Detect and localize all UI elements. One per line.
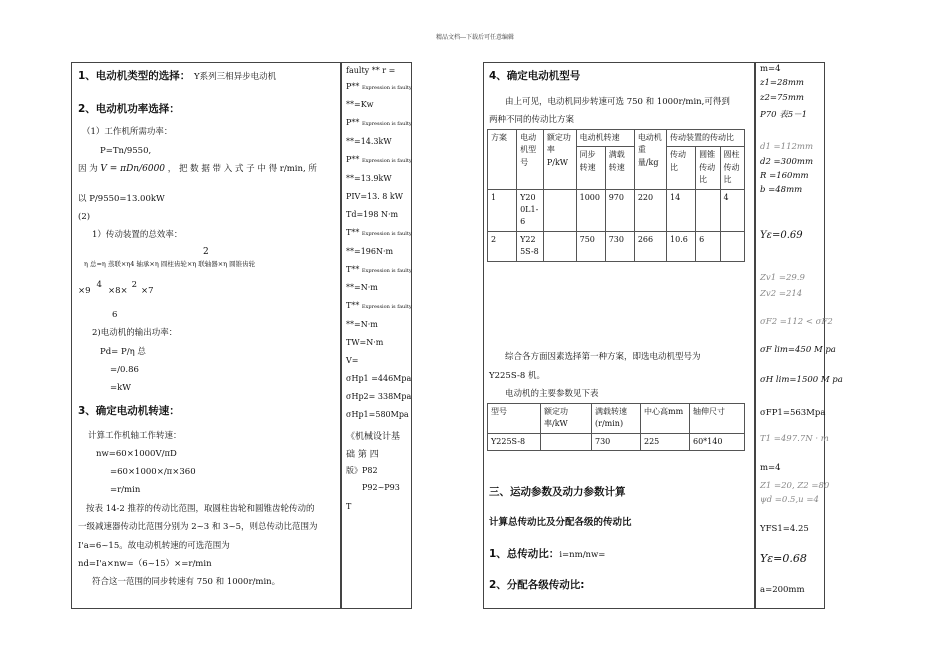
mid-t3-val: **=N·m — [346, 320, 378, 329]
mid-ref-4: P92~P93 — [362, 483, 400, 492]
side-sigma-flim: σF lim=450 M pa — [760, 345, 836, 355]
nw-formula: nw=60×1000V/πD — [96, 449, 177, 459]
mid-p1: P** Expression is faulty — [346, 82, 412, 91]
mid-p2-val: **=14.3kW — [346, 137, 392, 146]
eta-formula: η 总=η 蒸联×η4 轴承×η 圆柱齿轮×η 联轴器×η 圆锥齿轮 — [84, 260, 256, 268]
total-ratio: 1、总传动比：i=nm/nw= — [489, 548, 606, 560]
choice-para-2: Y225S-8 机。 — [489, 371, 545, 381]
th-shaft-size: 轴伸尺寸 — [690, 404, 745, 434]
stage-ratio: 2、分配各级传动比: — [489, 579, 585, 591]
motor-params-table — [487, 403, 745, 451]
th-sync-speed: 同步转速 — [576, 147, 605, 189]
mid-p3: P** Expression is faulty — [346, 155, 412, 164]
side-sigma-f2: σF2 =112 < σF2 — [760, 317, 833, 327]
side-z1: z1=28mm — [760, 78, 804, 88]
side-d1: d1 =112mm — [760, 142, 814, 152]
side-d2: d2 =300mm — [760, 157, 814, 167]
mid-v: V= — [346, 356, 359, 365]
side-y-eps-2: Yε=0.68 — [760, 552, 807, 565]
side-t1: T1 =497.7N · m — [760, 434, 829, 444]
ratio-para-3: I'a=6~15。故电动机转速的可选范围为 — [78, 541, 230, 551]
side-zv1: Zv1 =29.9 — [760, 273, 805, 283]
side-psi: ψd =0.5,u =4 — [760, 495, 819, 505]
eta-result: 6 — [112, 310, 118, 320]
ratio-para-2: 一级减速器传动比范围分别为 2~3 和 3~5，则总传动比范围为 — [78, 522, 318, 532]
side-b: b =48mm — [760, 185, 803, 195]
pd-formula: Pd= P/η 总 — [100, 347, 146, 357]
work-power-label: （1）工作机所需功率： — [82, 127, 173, 137]
section-motor-power: 2、电动机功率选择： — [78, 103, 180, 115]
th-cone-ratio: 圆锥传动比 — [696, 147, 720, 189]
th-cyl-ratio: 圆柱传动比 — [720, 147, 744, 189]
mid-p1-val: **=Kw — [346, 100, 374, 109]
mid-sigma-hp2: σHp2= 338Mpa — [346, 392, 412, 401]
speed-calc-label: 计算工作机轴工作转速： — [88, 431, 182, 441]
mid-ref-1: 《机械设计基 — [346, 432, 401, 442]
side-sigma-hlim: σH lim=1500 M pa — [760, 375, 843, 385]
mid-sigma-hp1: σHp1 =446Mpa — [346, 374, 412, 383]
th-ratio: 传动装置的传动比 — [667, 130, 745, 147]
th-rated-power: 额定功率/kW — [541, 404, 592, 434]
efficiency-label: 1）传动装置的总效率： — [92, 230, 183, 240]
motor-type-value: Y系列三相异步电动机 — [193, 72, 277, 82]
page-header: 精品文档---下载后可任意编辑 — [435, 34, 515, 41]
sync-speed-note: 符合这一范围的同步转速有 750 和 1000r/min。 — [92, 577, 281, 587]
mid-t1-val: **=196N·m — [346, 247, 394, 256]
th-total-ratio: 传动比 — [667, 147, 696, 189]
side-zv2: Zv2 =214 — [760, 289, 803, 299]
mid-p2: P** Expression is faulty — [346, 118, 412, 127]
side-z-values: Z1 =20, Z2 =80 — [760, 481, 830, 491]
result-p: 以 P/9550=13.00kW — [78, 194, 165, 204]
mid-piv: PIV=13. 8 kW — [346, 192, 403, 201]
choice-para-1: 综合各方面因素选择第一种方案，即选电动机型号为 — [505, 352, 701, 362]
table-row: 2 Y225S-8 750 730 266 10.6 6 — [488, 231, 745, 261]
side-m-2: m=4 — [760, 463, 781, 473]
section-motor-model: 4、确定电动机型号 — [489, 70, 581, 82]
th-scheme: 方案 — [488, 130, 517, 190]
model-para-2: 两种不同的传动比方案 — [489, 115, 575, 125]
mid-t1: T** Expression is faulty — [346, 228, 412, 237]
mid-ref-3: 版》P82 — [346, 466, 378, 475]
scheme-table — [487, 129, 745, 262]
side-r: R =160mm — [760, 171, 809, 181]
item-2: (2) — [78, 212, 91, 222]
side-y-eps-1: Yε=0.69 — [760, 230, 803, 241]
formula-p: P=Tn/9550, — [100, 146, 152, 156]
mid-t3: T** Expression is faulty — [346, 301, 412, 310]
mid-tw: TW=N·m — [346, 338, 384, 347]
pd-step: =/0.86 — [110, 365, 139, 375]
th-model: 电动机型号 — [517, 130, 544, 190]
side-sigma-fp1: σFP1=563Mpa — [760, 408, 826, 418]
side-z2: z2=75mm — [760, 93, 804, 103]
mid-p3-val: **=13.9kW — [346, 174, 392, 183]
pd-result: =kW — [110, 383, 132, 393]
side-m: m=4 — [760, 64, 781, 74]
ratio-calc-heading: 计算总传动比及分配各级的传动比 — [489, 517, 632, 528]
nd-formula: nd=I'a×nw=（6~15）×=r/min — [78, 559, 212, 569]
section-kinematics: 三、运动参数及动力参数计算 — [489, 486, 626, 498]
mid-ref-2: 础 第 四 — [346, 450, 379, 460]
th-full-speed: 满载转速(r/min) — [592, 404, 641, 434]
output-power-label: 2)电动机的输出功率： — [92, 328, 178, 338]
th-weight: 电动机重量/kg — [634, 130, 666, 190]
eta-product: ×94×8×2×7 — [78, 280, 154, 296]
model-para-1: 由上可见，电动机同步转速可选 750 和 1000r/min,可得到 — [505, 97, 730, 107]
th-power: 额定功率P/kW — [543, 130, 576, 190]
formula-v-line: 因 为 V = πDn/6000 ， 把 数 据 带 入 式 子 中 得 r/min, 所 — [78, 164, 317, 174]
params-intro: 电动机的主要参数见下表 — [505, 389, 599, 399]
nw-result: =r/min — [110, 485, 141, 495]
table-row: 1 Y200L1-6 1000 970 220 14 4 — [488, 189, 745, 231]
mid-td: Td=198 N·m — [346, 210, 399, 219]
mid-t2-val: **=N·m — [346, 283, 378, 292]
side-p70: P70 表5－1 — [760, 110, 808, 120]
mid-t: T — [346, 502, 352, 511]
th-center-height: 中心高mm — [641, 404, 690, 434]
mid-faulty-1: faulty ** r = — [346, 66, 396, 75]
section-motor-speed: 3、确定电动机转速： — [78, 405, 180, 417]
ratio-para-1: 按表 14-2 推荐的传动比范围，取圆柱齿轮和圆锥齿轮传动的 — [86, 504, 315, 514]
eta-superscript: 2 — [203, 247, 209, 257]
th-speed: 电动机转速 — [576, 130, 634, 147]
section-motor-type: 1、电动机类型的选择： Y系列三相异步电动机 — [78, 70, 277, 82]
th-load-speed: 满载转速 — [605, 147, 634, 189]
side-yfs1: YFS1=4.25 — [760, 524, 809, 534]
table-row: Y225S-8 730 225 60*140 — [488, 433, 745, 450]
mid-t2: T** Expression is faulty — [346, 265, 412, 274]
mid-sigma-hp1b: σHp1=580Mpa — [346, 410, 409, 419]
nw-step: =60×1000×/π×360 — [110, 467, 196, 477]
side-a: a=200mm — [760, 585, 805, 595]
th-type: 型号 — [488, 404, 541, 434]
